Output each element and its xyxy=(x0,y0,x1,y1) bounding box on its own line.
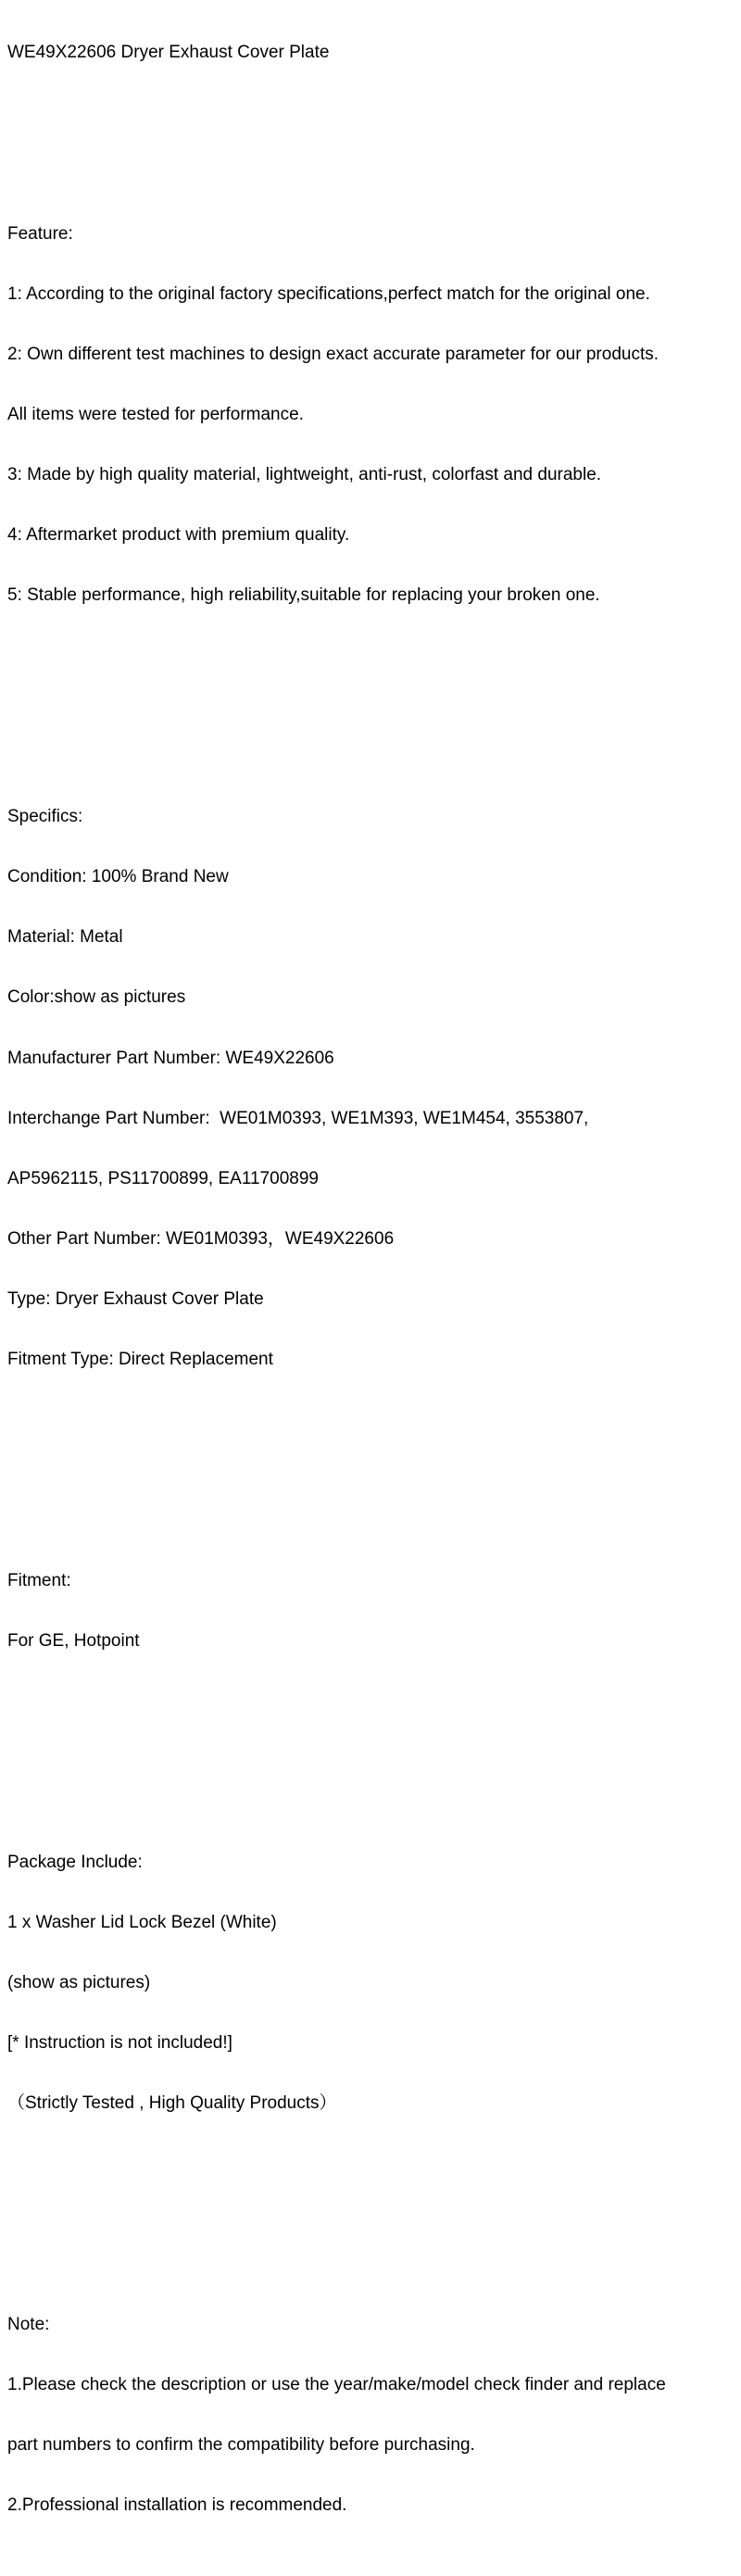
specifics-item: Fitment Type: Direct Replacement xyxy=(7,1350,273,1370)
fitment-item: For GE, Hotpoint xyxy=(7,1630,140,1651)
specifics-heading: Specifics: xyxy=(7,807,83,827)
feature-item: 2: Own different test machines to design exact accurate parameter for our products. xyxy=(7,344,659,364)
spacer xyxy=(7,1731,735,1752)
specifics-item: Interchange Part Number: WE01M0393, WE1M393, WE1M454, 3553807, xyxy=(7,1108,589,1128)
product-description xyxy=(7,3,735,2576)
package-item: 1 x Washer Lid Lock Bezel (White) xyxy=(7,1912,277,1932)
spacer xyxy=(7,104,735,124)
feature-heading: Feature: xyxy=(7,223,73,244)
feature-item: 1: According to the original factory specifications,perfect match for the original one. xyxy=(7,283,650,304)
feature-item: 5: Stable performance, high reliability,suitable for replacing your broken one. xyxy=(7,585,600,606)
package-section xyxy=(7,1812,735,2154)
specifics-item: Condition: 100% Brand New xyxy=(7,867,229,887)
spacer xyxy=(7,1451,735,1471)
specifics-item: Other Part Number: WE01M0393，WE49X22606 xyxy=(7,1228,395,1249)
note-item: part numbers to confirm the compatibility before purchasing. xyxy=(7,2435,475,2455)
spacer xyxy=(7,2194,735,2215)
specifics-item: Type: Dryer Exhaust Cover Plate xyxy=(7,1288,264,1309)
package-item: [* Instruction is not included!] xyxy=(7,2032,232,2053)
package-item: （Strictly Tested , High Quality Products） xyxy=(7,2093,337,2114)
fitment-section xyxy=(7,1530,735,1691)
note-item: 1.Please check the description or use the year/make/model check finder and replace xyxy=(7,2374,666,2394)
specifics-section xyxy=(7,767,735,1411)
specifics-item: Material: Metal xyxy=(7,927,123,948)
specifics-item: Color:show as pictures xyxy=(7,987,186,1008)
product-title: WE49X22606 Dryer Exhaust Cover Plate xyxy=(7,43,330,63)
spacer xyxy=(7,686,735,707)
feature-item: 3: Made by high quality material, lightweight, anti-rust, colorfast and durable. xyxy=(7,465,602,485)
fitment-heading: Fitment: xyxy=(7,1570,71,1590)
note-item: 2.Professional installation is recommended. xyxy=(7,2495,347,2516)
note-section xyxy=(7,2274,735,2556)
feature-item: All items were tested for performance. xyxy=(7,405,304,425)
package-heading: Package Include: xyxy=(7,1852,143,1872)
specifics-item: Manufacturer Part Number: WE49X22606 xyxy=(7,1048,334,1068)
note-heading: Note: xyxy=(7,2314,50,2334)
feature-section xyxy=(7,183,735,646)
package-item: (show as pictures) xyxy=(7,1972,151,1992)
specifics-item: AP5962115, PS11700899, EA11700899 xyxy=(7,1168,319,1188)
feature-item: 4: Aftermarket product with premium quality. xyxy=(7,525,350,546)
